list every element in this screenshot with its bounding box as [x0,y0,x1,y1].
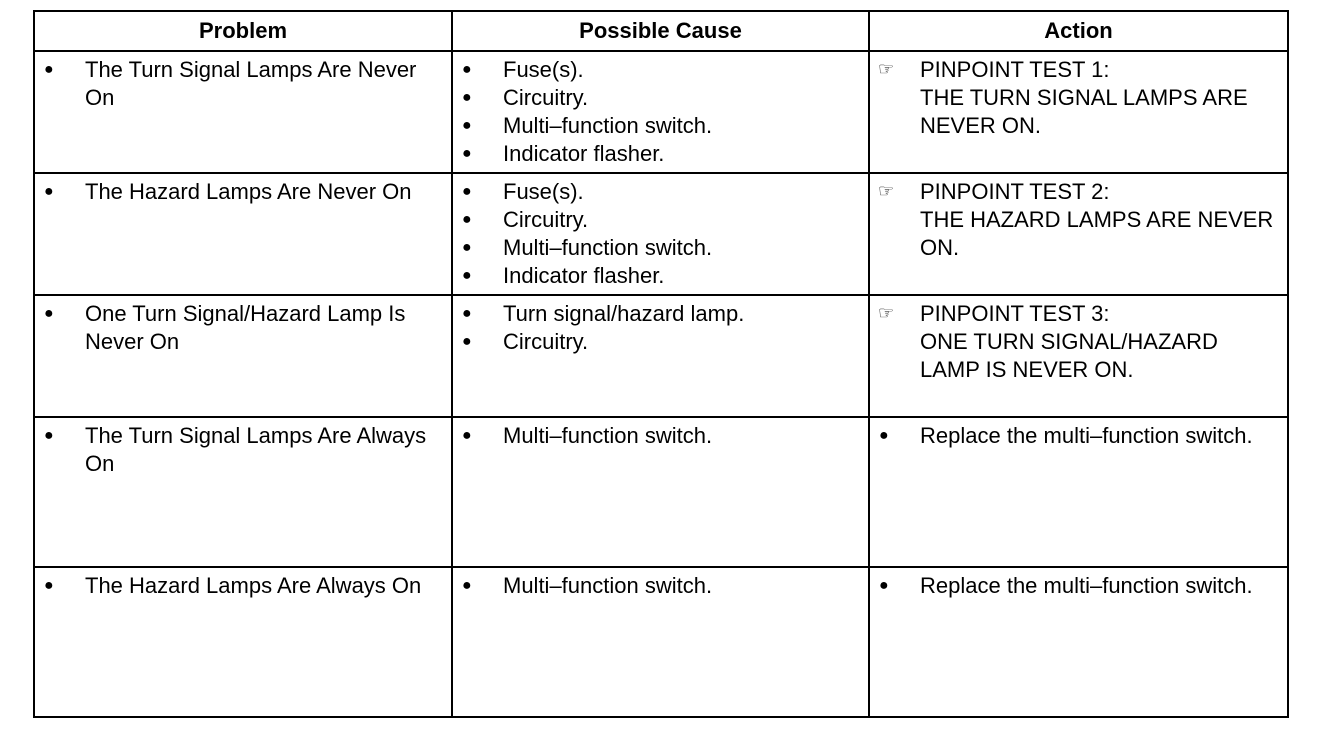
bullet-icon: ● [462,61,472,78]
problem-text: The Hazard Lamps Are Always On [85,573,422,598]
cause-text: Multi–function switch. [503,573,713,598]
list-item [453,572,868,600]
bullet-icon: ● [44,427,54,444]
action-cell [869,417,1288,567]
list-item [453,300,868,328]
problem-cell [34,295,452,417]
cause-cell [452,173,869,295]
list-item [35,422,451,478]
cause-text: Multi–function switch. [503,423,713,448]
list-item [453,140,868,168]
bullet-icon: ● [462,117,472,134]
problem-cell [34,567,452,717]
pinpoint-test-link[interactable] [870,174,1287,262]
table-row [34,173,1288,295]
list-item [870,422,1287,450]
pointing-hand-icon: ☞ [878,181,895,201]
problem-text: The Hazard Lamps Are Never On [85,179,412,204]
bullet-icon: ● [44,61,54,78]
action-text: Replace the multi–function switch. [920,573,1253,598]
cause-text: Multi–function switch. [503,113,713,138]
pinpoint-test-link[interactable] [870,296,1287,384]
cause-text: Fuse(s). [503,179,584,204]
problem-text: One Turn Signal/Hazard Lamp Is Never On [85,301,406,354]
bullet-icon: ● [462,305,472,322]
list-item [870,572,1287,600]
bullet-icon: ● [462,89,472,106]
action-text: ONE TURN SIGNAL/HAZARD LAMP IS NEVER ON. [920,329,1218,382]
pinpoint-test-link[interactable] [870,52,1287,140]
action-cell [869,567,1288,717]
action-cell [869,51,1288,173]
list-item [453,178,868,206]
problem-text: The Turn Signal Lamps Are Always On [85,423,427,476]
header-row [34,11,1288,51]
bullet-icon: ● [462,183,472,200]
list-item [35,572,451,600]
table-row [34,51,1288,173]
list-item [453,328,868,356]
cause-cell [452,295,869,417]
cause-cell [452,567,869,717]
list-item [453,112,868,140]
cause-text: Circuitry. [503,207,589,232]
bullet-icon: ● [44,305,54,322]
bullet-icon: ● [462,577,472,594]
action-text: THE HAZARD LAMPS ARE NEVER ON. [920,207,1274,260]
bullet-icon: ● [462,427,472,444]
cause-text: Circuitry. [503,329,589,354]
pointing-hand-icon: ☞ [878,303,895,323]
problem-cell [34,173,452,295]
action-text: THE TURN SIGNAL LAMPS ARE NEVER ON. [920,85,1248,138]
cause-text: Fuse(s). [503,57,584,82]
problem-text: The Turn Signal Lamps Are Never On [85,57,417,110]
list-item [35,178,451,206]
header-action: Action [869,11,1288,51]
bullet-icon: ● [462,145,472,162]
list-item [35,300,451,356]
bullet-icon: ● [462,333,472,350]
bullet-icon: ● [44,577,54,594]
table-row [34,295,1288,417]
action-title: PINPOINT TEST 1: [920,57,1110,82]
bullet-icon: ● [879,577,889,594]
list-item [453,56,868,84]
list-item [35,56,451,112]
list-item [453,234,868,262]
cause-cell [452,417,869,567]
diagnosis-table [33,10,1289,718]
list-item [453,422,868,450]
cause-text: Indicator flasher. [503,141,665,166]
action-title: PINPOINT TEST 3: [920,301,1110,326]
action-cell [869,295,1288,417]
table-row [34,567,1288,717]
problem-cell [34,417,452,567]
header-possible-cause: Possible Cause [452,11,869,51]
action-cell [869,173,1288,295]
list-item [453,206,868,234]
bullet-icon: ● [44,183,54,200]
action-text: Replace the multi–function switch. [920,423,1253,448]
action-title: PINPOINT TEST 2: [920,179,1110,204]
bullet-icon: ● [879,427,889,444]
bullet-icon: ● [462,239,472,256]
list-item [453,262,868,290]
bullet-icon: ● [462,211,472,228]
problem-cell [34,51,452,173]
table-row [34,417,1288,567]
bullet-icon: ● [462,267,472,284]
pointing-hand-icon: ☞ [878,59,895,79]
cause-text: Circuitry. [503,85,589,110]
cause-cell [452,51,869,173]
list-item [453,84,868,112]
header-problem: Problem [34,11,452,51]
cause-text: Multi–function switch. [503,235,713,260]
cause-text: Turn signal/hazard lamp. [503,301,745,326]
cause-text: Indicator flasher. [503,263,665,288]
